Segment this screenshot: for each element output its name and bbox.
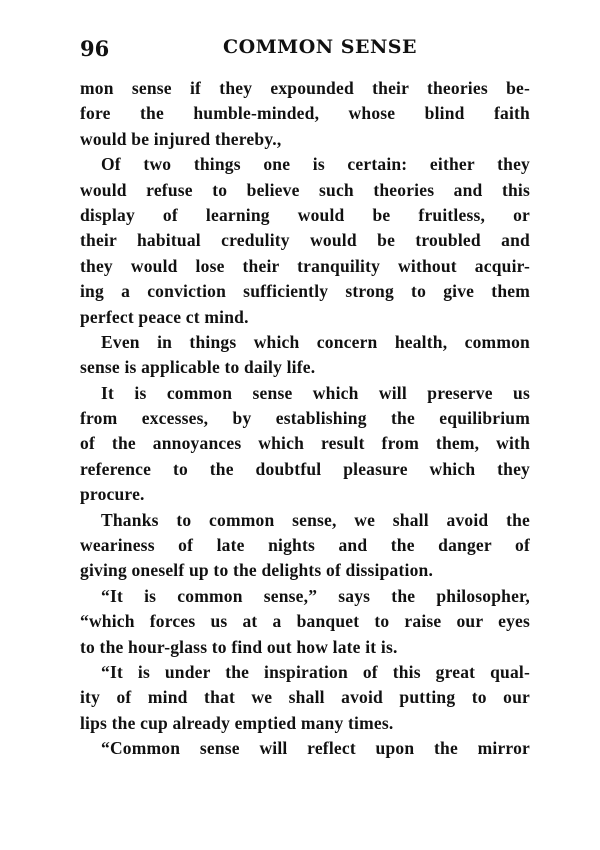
- text-line: Even in things which concern health, common: [101, 331, 530, 352]
- text-line: their habitual credulity would be troubled and: [80, 230, 530, 251]
- text-line: to the hour-glass to find out how late it is.: [80, 636, 398, 657]
- text-line: Of two things one is certain: either they: [101, 154, 530, 175]
- text-line: “Common sense will reflect upon the mirror: [101, 738, 530, 759]
- text-line: “It is common sense,” says the philosopher,: [101, 585, 530, 606]
- text-line: It is common sense which will preserve us: [101, 382, 530, 403]
- running-title: COMMON SENSE: [222, 36, 418, 58]
- text-line: procure.: [80, 484, 145, 505]
- text-line: Thanks to common sense, we shall avoid the: [101, 509, 530, 530]
- text-line: mon sense if they expounded their theories be-: [80, 78, 530, 98]
- text-line: giving oneself up to the delights of dissipation.: [80, 560, 434, 581]
- text-line: from excesses, by establishing the equilibrium: [80, 408, 530, 429]
- text-line: lips the cup already emptied many times.: [80, 712, 394, 733]
- page-body-text: [80, 76, 530, 762]
- text-line: fore the humble-minded, whose blind faith: [80, 103, 530, 124]
- running-header: [80, 36, 530, 64]
- page-number: 96: [80, 36, 110, 61]
- text-line: sense is applicable to daily life.: [80, 357, 316, 378]
- text-line: weariness of late nights and the danger of: [80, 535, 530, 556]
- text-line: perfect peace ct mind.: [80, 306, 249, 327]
- text-line: display of learning would be fruitless, or: [80, 204, 530, 225]
- text-line: “It is under the inspiration of this great qual-: [101, 661, 530, 682]
- text-line: ity of mind that we shall avoid putting to our: [80, 687, 530, 708]
- text-line: reference to the doubtful pleasure which they: [80, 458, 530, 479]
- text-line: ing a conviction sufficiently strong to give them: [80, 281, 530, 302]
- text-line: would refuse to believe such theories and this: [80, 179, 530, 200]
- text-line: they would lose their tranquility without acquir-: [80, 255, 530, 276]
- text-line: of the annoyances which result from them, with: [80, 433, 530, 454]
- text-line: “which forces us at a banquet to raise our eyes: [80, 611, 530, 632]
- text-line: would be injured thereby.,: [80, 128, 282, 149]
